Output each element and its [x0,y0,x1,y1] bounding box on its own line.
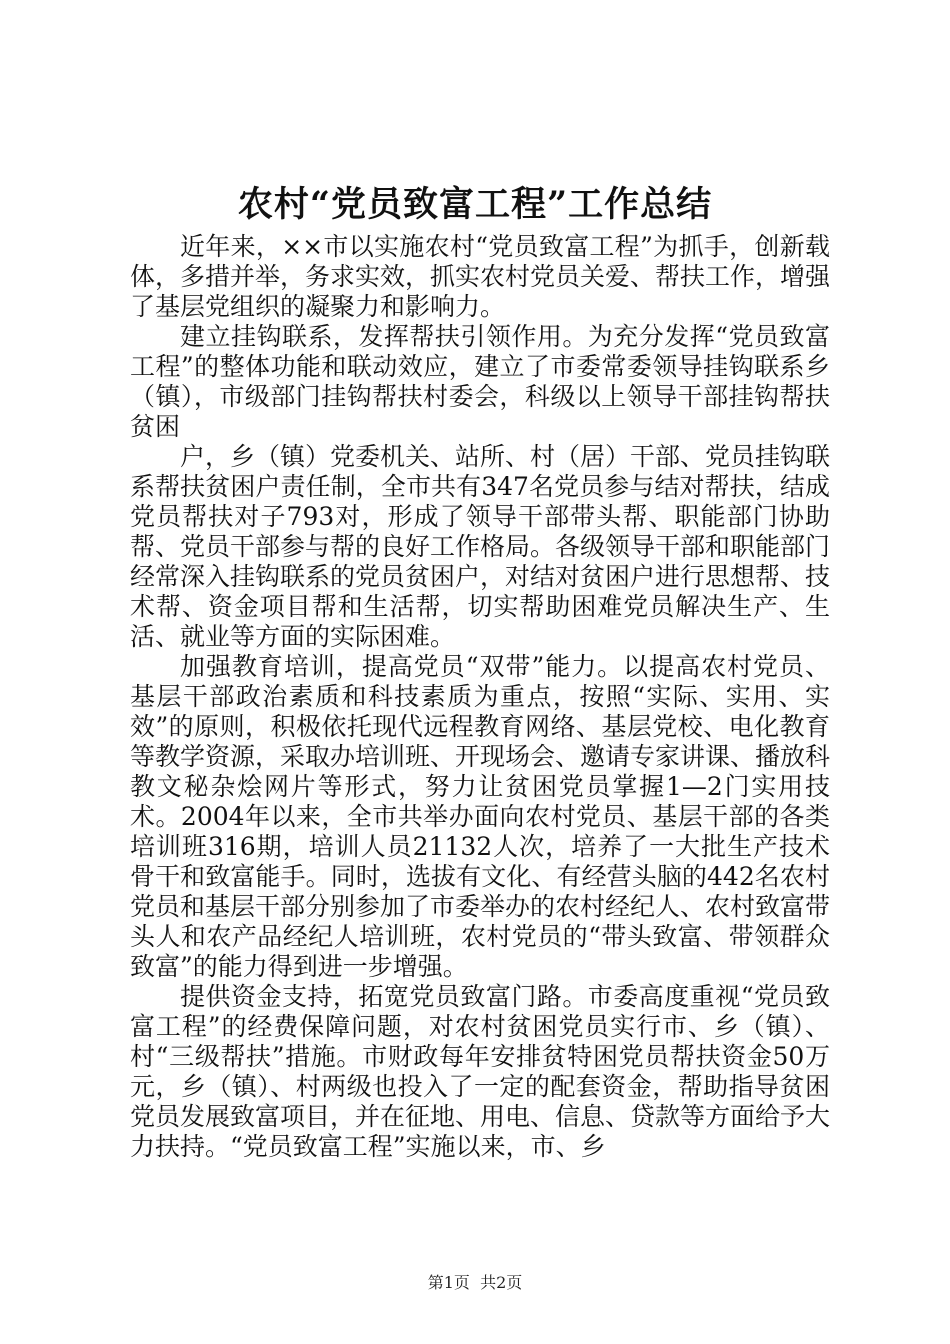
paragraph-funding: 提供资金支持，拓宽党员致富门路。市委高度重视“党员致富工程”的经费保障问题，对农村贫困党员实行市、乡（镇）、村“三级帮扶”措施。市财政每年安排贫特困党员帮扶资金50万元，乡（镇）、村两级也投入了一定的配套资金，帮助指导贫困党员发展致富项目，并在征地、用电、信息、贷款等方面给予大力扶持。“党员致富工程”实施以来，市、乡 [130,982,831,1161]
document-body [130,232,830,1162]
paragraph-linkage: 建立挂钩联系，发挥帮扶引领作用。为充分发挥“党员致富工程”的整体功能和联动效应，建立了市委常委领导挂钩联系乡（镇），市级部门挂钩帮扶村委会，科级以上领导干部挂钩帮扶贫困 [130,322,830,441]
document-title: 农村“党员致富工程”工作总结 [237,184,713,225]
paragraph-linkage-continued: 户，乡（镇）党委机关、站所、村（居）干部、党员挂钩联系帮扶贫困户责任制，全市共有347名党员参与结对帮扶，结成党员帮扶对子793对，形成了领导干部带头帮、职能部门协助帮、党员干部参与帮的良好工作格局。各级领导干部和职能部门经常深入挂钩联系的党员贫困户，对结对贫困户进行思想帮、技术帮、资金项目帮和生活帮，切实帮助困难党员解决生产、生活、就业等方面的实际困难。 [130,442,831,651]
paragraph-intro: 近年来，××市以实施农村“党员致富工程”为抓手，创新载体，多措并举，务求实效，抓实农村党员关爱、帮扶工作，增强了基层党组织的凝聚力和影响力。 [130,232,831,321]
page-footer [0,1273,950,1293]
paragraph-training: 加强教育培训，提高党员“双带”能力。以提高农村党员、基层干部政治素质和科技素质为重点，按照“实际、实用、实效”的原则，积极依托现代远程教育网络、基层党校、电化教育等教学资源，采取办培训班、开现场会、邀请专家讲课、播放科教文秘杂烩网片等形式，努力让贫困党员掌握1—2门实用技术。2004年以来，全市共举办面向农村党员、基层干部的各类培训班316期，培训人员21132人次，培养了一大批生产技术骨干和致富能手。同时，选拔有文化、有经营头脑的442名农村党员和基层干部分别参加了市委举办的农村经纪人、农村致富带头人和农产品经纪人培训班，农村党员的“带头致富、带领群众致富”的能力得到进一步增强。 [130,652,831,981]
page-total: 共2页 [480,1273,523,1292]
page-number: 第1页 [427,1273,470,1292]
